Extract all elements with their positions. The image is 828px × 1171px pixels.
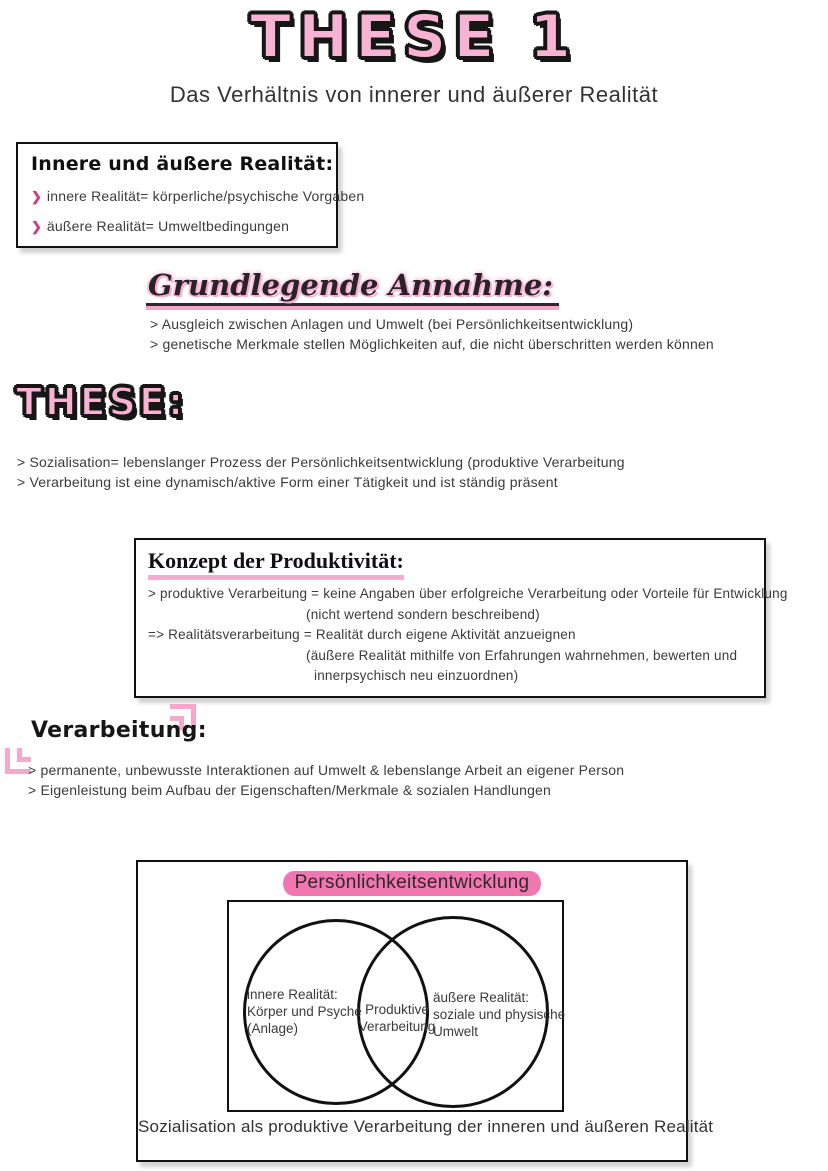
- definition-item-text: innere Realität= körperliche/psychische Vorgaben: [46, 188, 365, 204]
- these-items: [17, 452, 625, 492]
- productivity-line: > produktive Verarbeitung = keine Angaben über erfolgreiche Verarbeitung oder Vorteile für Entwicklung: [148, 586, 788, 601]
- assumption-items: [150, 314, 714, 354]
- these-item: > Verarbeitung ist eine dynamisch/aktive Form einer Tätigkeit und ist ständig präsent: [17, 474, 558, 490]
- chevron-icon: ❯: [31, 189, 42, 204]
- venn-right-line: soziale und physische: [433, 1007, 566, 1022]
- chevron-icon: ❯: [31, 219, 42, 234]
- venn-overlap-line: Verarbeitung: [358, 1019, 436, 1034]
- productivity-line: innerpsychisch neu einzuordnen): [314, 668, 519, 683]
- venn-left-line: innere Realität:: [247, 987, 338, 1002]
- venn-right-label: [433, 989, 565, 1040]
- definition-item: [31, 218, 326, 235]
- processing-heading: Verarbeitung:: [31, 718, 207, 743]
- venn-left-line: Körper und Psyche: [247, 1004, 362, 1019]
- assumption-heading: Grundlegende Annahme:: [146, 268, 559, 306]
- venn-left-line: (Anlage): [247, 1021, 299, 1036]
- productivity-heading: Konzept der Produktivität:: [148, 548, 404, 580]
- processing-item: > Eigenleistung beim Aufbau der Eigenschaften/Merkmale & sozialen Handlungen: [28, 782, 552, 798]
- diagram-title-wrap: [138, 871, 686, 896]
- diagram-title-highlight: Persönlichkeitsentwicklung: [283, 871, 542, 896]
- definitions-heading: Innere und äußere Realität:: [31, 153, 334, 175]
- these-heading-wrap: [16, 380, 186, 424]
- venn-right-line: Umwelt: [433, 1024, 479, 1039]
- productivity-lines: [148, 584, 788, 687]
- diagram-caption: Sozialisation als produktive Verarbeitung der inneren und äußeren Realität: [138, 1117, 714, 1136]
- processing-items: [28, 760, 624, 800]
- productivity-line: (nicht wertend sondern beschreibend): [306, 606, 540, 622]
- venn-frame: [227, 900, 564, 1112]
- venn-overlap-line: Produktive: [365, 1002, 429, 1017]
- definitions-box: [16, 142, 365, 248]
- page-title-wrap: [0, 2, 828, 72]
- productivity-box: [134, 538, 788, 698]
- definition-item-text: äußere Realität= Umweltbedingungen: [46, 218, 290, 234]
- diagram-box: [136, 860, 714, 1162]
- venn-right-line: äußere Realität:: [433, 990, 530, 1005]
- assumption-item: > Ausgleich zwischen Anlagen und Umwelt (bei Persönlichkeitsentwicklung): [150, 316, 634, 332]
- venn-overlap-label: [355, 1001, 439, 1035]
- productivity-line: (äußere Realität mithilfe von Erfahrungen wahrnehmen, bewerten und: [306, 647, 738, 663]
- page-title: THESE 1: [250, 2, 578, 72]
- assumption-item: > genetische Merkmale stellen Möglichkeiten auf, die nicht überschritten werden können: [150, 336, 714, 352]
- these-heading: THESE:: [16, 380, 187, 424]
- venn-left-label: [247, 986, 362, 1037]
- processing-item: > permanente, unbewusste Interaktionen auf Umwelt & lebenslange Arbeit an eigener Person: [28, 762, 625, 778]
- these-item: > Sozialisation= lebenslanger Prozess der Persönlichkeitsentwicklung (produktive Verarbeitung: [17, 454, 625, 470]
- page-subtitle: Das Verhältnis von innerer und äußerer Realität: [169, 82, 659, 107]
- productivity-line: => Realitätsverarbeitung = Realität durch eigene Aktivität anzueignen: [148, 627, 576, 642]
- definition-item: [31, 188, 365, 205]
